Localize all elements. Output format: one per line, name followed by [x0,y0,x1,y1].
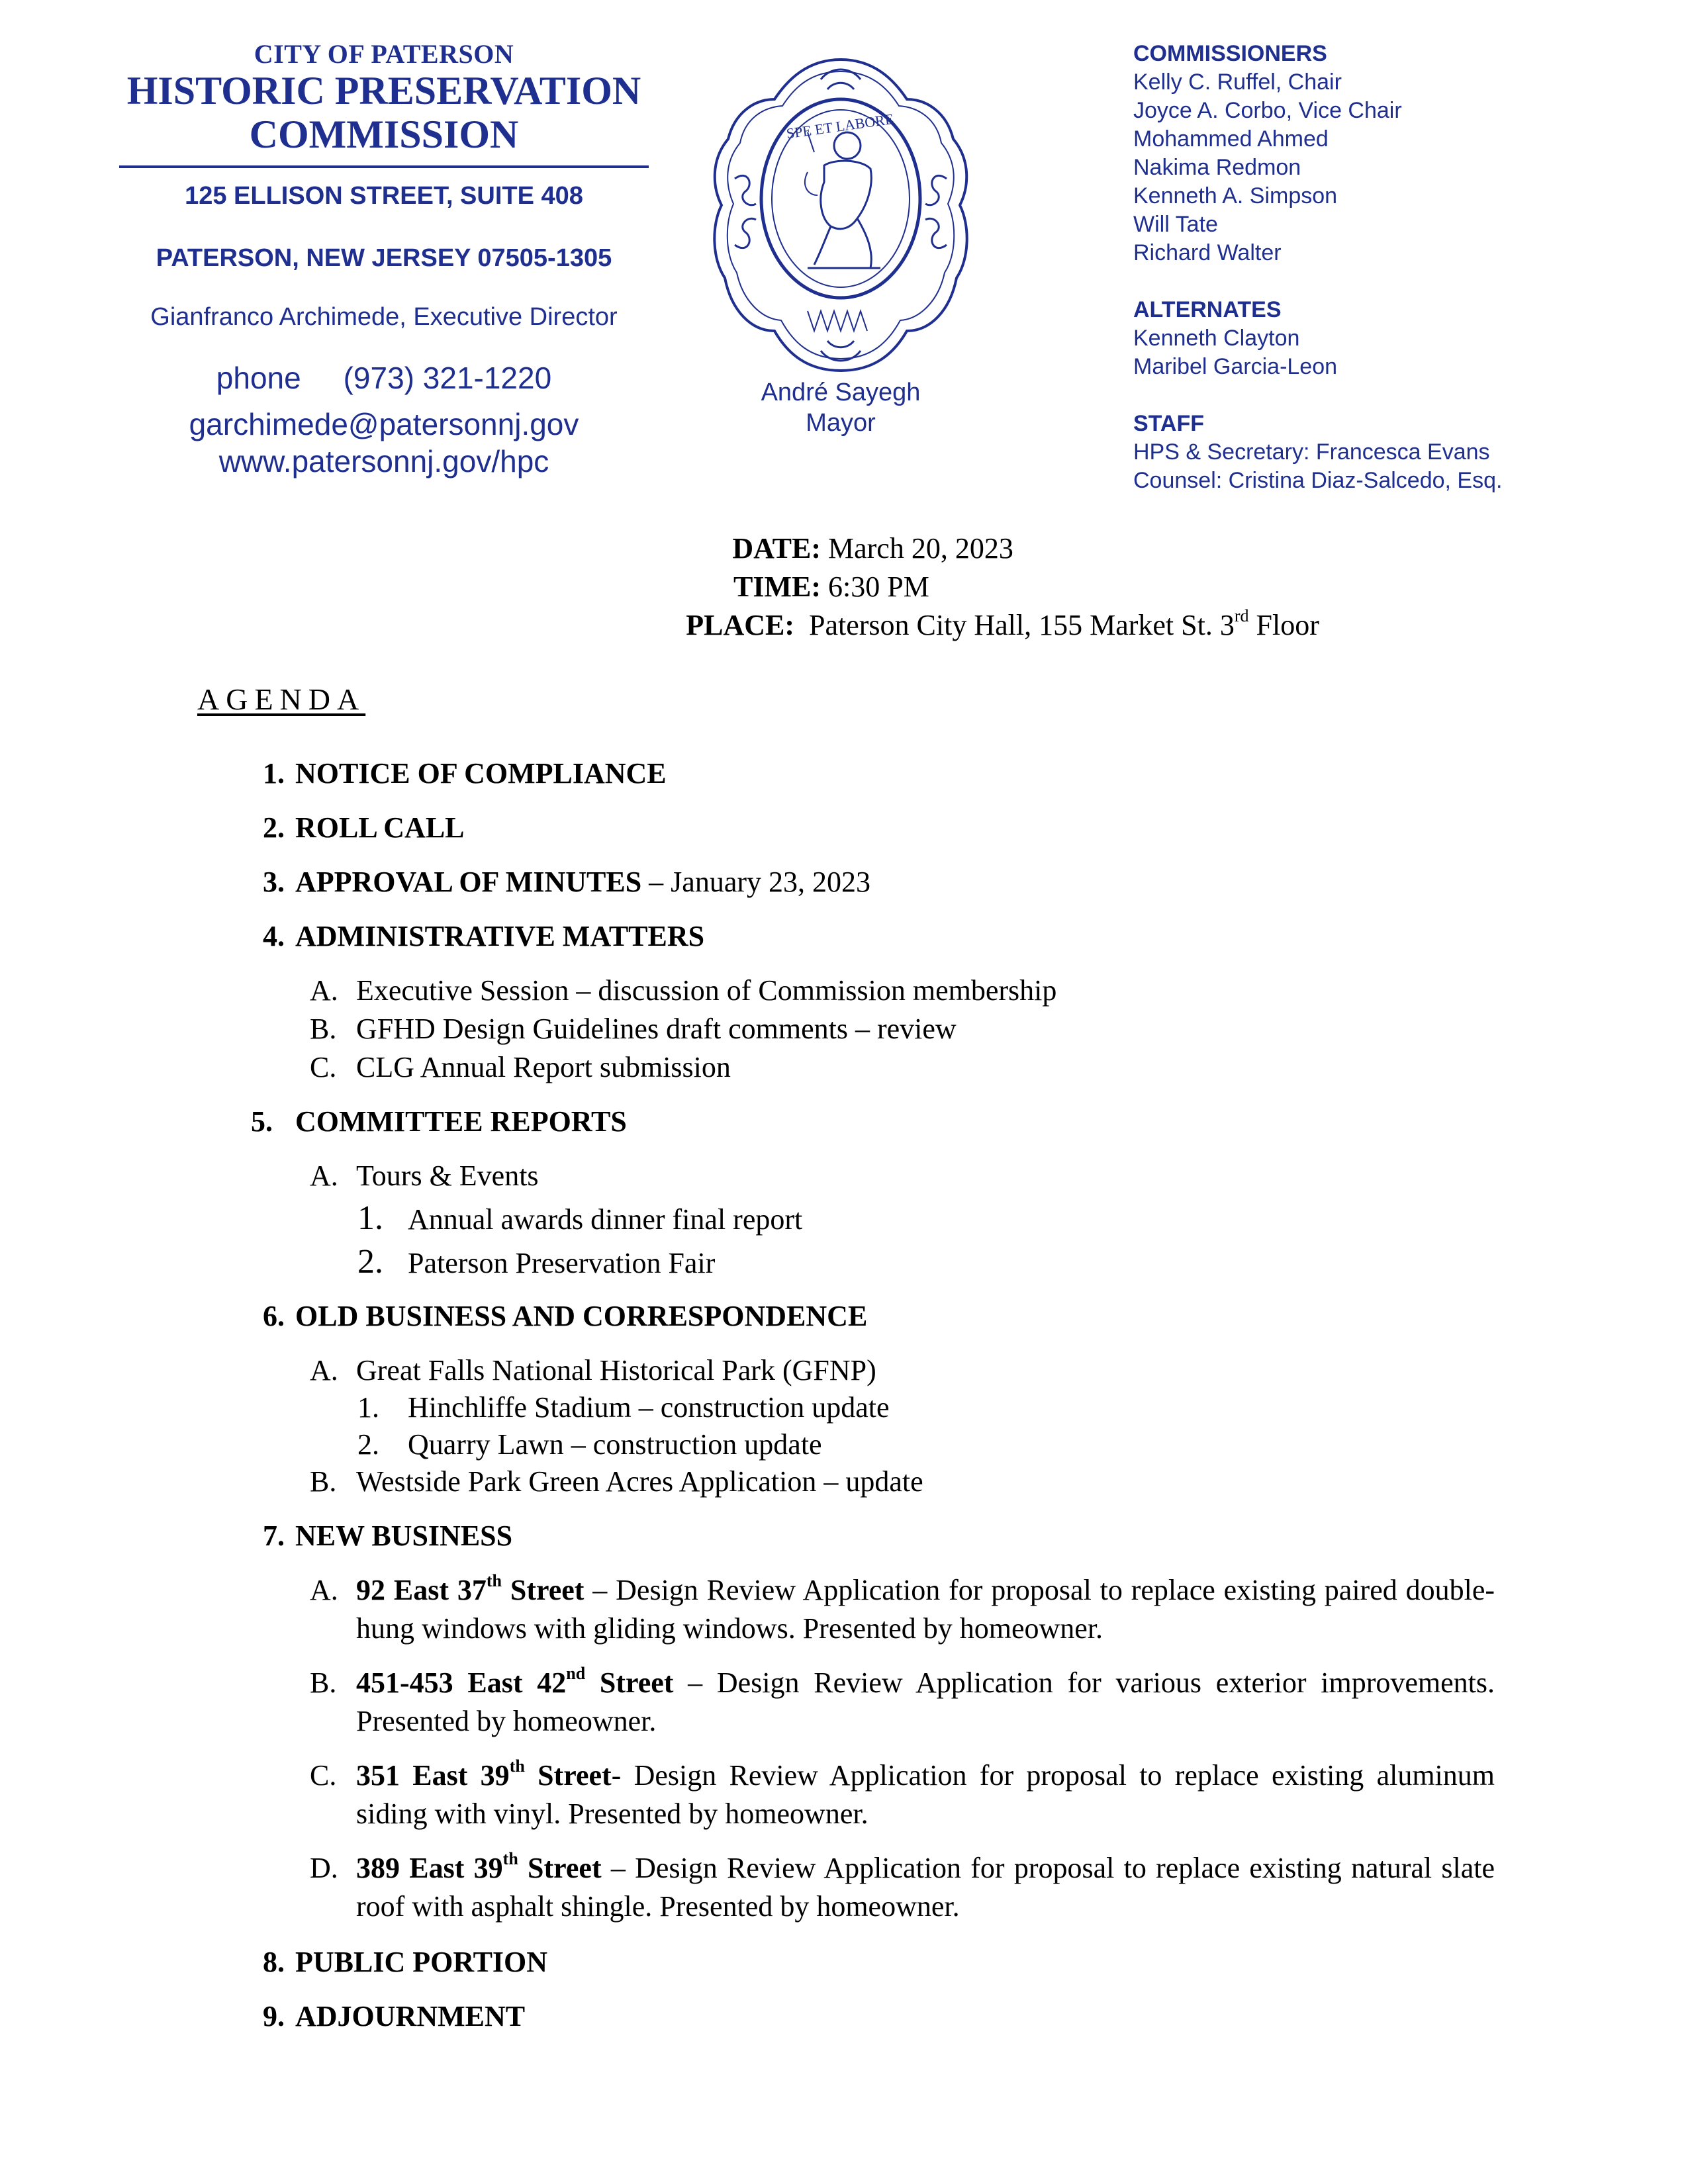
list-item: 2. Paterson Preservation Fair [357,1243,716,1281]
email-link[interactable]: garchimede@patersonnj.gov [189,407,579,441]
new-business-item: B. 451-453 East 42nd Street – Design Review Application for various exterior improvements. Presented by homeowner. [310,1664,1495,1737]
list-item: B. Westside Park Green Acres Application – update [310,1465,923,1498]
list-item: A. Great Falls National Historical Park (GFNP) [310,1354,876,1387]
agenda-item: 4. ADMINISTRATIVE MATTERS [263,920,705,952]
list-item: A. Tours & Events [310,1160,539,1192]
commissioner: Will Tate [1133,212,1218,237]
alternate: Maribel Garcia-Leon [1133,354,1338,379]
new-business-item: D. 389 East 39th Street – Design Review Application for proposal to replace existing natural slate roof with asphalt shingle. Presented by homeowner. [310,1849,1495,1923]
commissioner: Joyce A. Corbo, Vice Chair [1133,98,1402,123]
mayor-title: Mayor [806,409,876,437]
new-business-item: C. 351 East 39th Street- Design Review Application for proposal to replace existing aluminum siding with vinyl. Presented by homeowner. [310,1756,1495,1830]
letterhead [106,40,662,480]
agenda-item: 2. ROLL CALL [263,811,465,844]
list-item: 1. Hinchliffe Stadium – construction update [357,1391,890,1424]
city-seal-icon [708,53,973,377]
mayor-name: André Sayegh [761,379,921,406]
commission-name-line1: HISTORIC PRESERVATION [126,69,641,113]
alternates-heading: ALTERNATES [1133,297,1282,322]
list-item: 2. Quarry Lawn – construction update [357,1428,822,1461]
executive-director: Gianfranco Archimede, Executive Director [150,303,618,331]
agenda-item: 8. PUBLIC PORTION [263,1946,548,1978]
meeting-time: 6:30 PM [828,570,929,603]
city-name: CITY OF PATERSON [254,39,514,69]
new-business-item: A. 92 East 37th Street – Design Review Application for proposal to replace existing paired double-hung windows with gliding windows. Presented by homeowner. [310,1571,1495,1645]
commissioner: Richard Walter [1133,240,1282,265]
website-link[interactable]: www.patersonnj.gov/hpc [218,444,549,478]
mayor-block [708,377,973,438]
commission-name-line2: COMMISSION [249,113,519,156]
alternate: Kenneth Clayton [1133,326,1300,351]
commissioner: Kenneth A. Simpson [1133,183,1338,208]
agenda-item: 6. OLD BUSINESS AND CORRESPONDENCE [263,1300,868,1332]
commissioner: Nakima Redmon [1133,155,1301,180]
agenda-item: 1. NOTICE OF COMPLIANCE [263,757,667,790]
agenda-item: 3. APPROVAL OF MINUTES – January 23, 2023 [263,866,871,898]
date-label: DATE: [732,532,821,565]
commissioner: Kelly C. Ruffel, Chair [1133,69,1342,95]
place-label: PLACE: [686,609,794,641]
list-item: 1. Annual awards dinner final report [357,1199,803,1237]
seal-motto: SPE ET LABORE [785,110,895,142]
time-label: TIME: [733,570,821,603]
phone-number: phone (973) 321-1220 [216,361,552,395]
staff-member: Counsel: Cristina Diaz-Salcedo, Esq. [1133,468,1503,493]
commissioner: Mohammed Ahmed [1133,126,1329,152]
list-item: A. Executive Session – discussion of Commission membership [310,974,1057,1007]
agenda-title: AGENDA [197,682,366,716]
address-line2: PATERSON, NEW JERSEY 07505-1305 [156,244,612,272]
commissioners-heading: COMMISSIONERS [1133,41,1327,66]
agenda-item: 7. NEW BUSINESS [263,1520,513,1552]
meeting-date: March 20, 2023 [828,532,1013,565]
meeting-details [688,529,1319,645]
staff-member: HPS & Secretary: Francesca Evans [1133,439,1490,465]
commission-roster [1133,40,1663,495]
address-line1: 125 ELLISON STREET, SUITE 408 [185,182,583,210]
list-item: C. CLG Annual Report submission [310,1051,731,1083]
agenda-item: 9. ADJOURNMENT [263,2000,526,2032]
agenda-item: 5. COMMITTEE REPORTS [251,1105,627,1138]
list-item: B. GFHD Design Guidelines draft comments – review [310,1013,957,1045]
staff-heading: STAFF [1133,411,1205,436]
meeting-place: Paterson City Hall, 155 Market St. 3rd Floor [809,606,1319,641]
letterhead-divider [119,165,649,168]
